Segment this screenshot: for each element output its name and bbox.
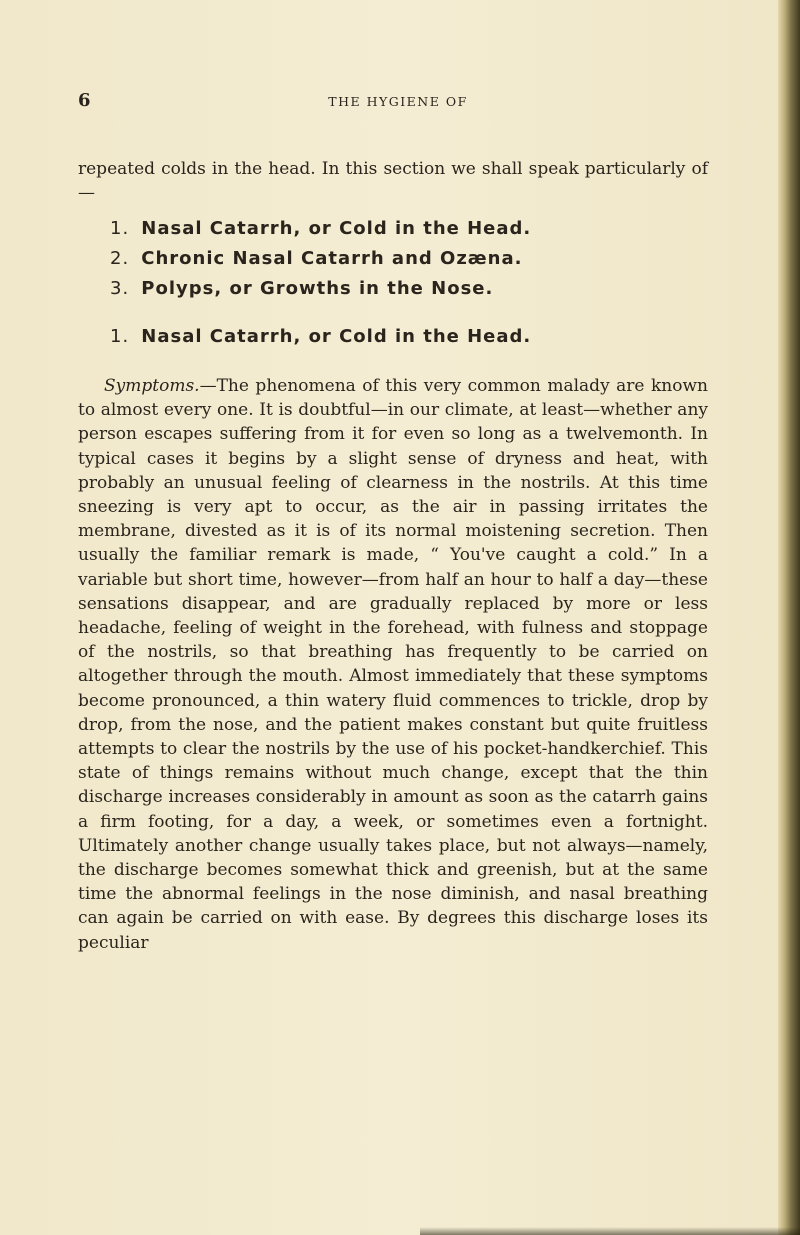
topic-list xyxy=(110,214,690,304)
running-head xyxy=(78,92,718,114)
page-number: 6 xyxy=(78,90,91,111)
topic-label: Polyps, or Growths in the Nose. xyxy=(141,278,494,299)
topic-number: 2. xyxy=(110,248,130,269)
page-bottom-shadow xyxy=(420,1227,800,1235)
topic-item xyxy=(110,214,690,244)
section-number: 1. xyxy=(110,326,130,347)
body-text: —The phenomena of this very common malady are known to almost every one. It is doubtful—in our climate, at least—whether any person escapes suffering from it for even so long as a twelvemonth. In typical cases it begins by a slight sense of dryness and heat, with probably an unusual feeling of clearness in the nostrils. At this time sneezing is very apt to occur, as the air in passing irritates the membrane, divested as it is of its normal moistening secretion. Then usually the familiar remark is made, “ You've caught a cold.” In a variable but short time, however—from half an hour to half a day—these sensations disappear, and are gradually replaced by more or less headache, feeling of weight in the forehead, with fulness and stoppage of the nostrils, so that breathing has frequently to be carried on altogether through the mouth. Almost immediately that these symptoms become pronounced, a thin watery fluid commences to trickle, drop by drop, from the nose, and the patient makes constant but quite fruitless attempts to clear the nostrils by the use of his pocket-handkerchief. This state of things remains without much change, except that the thin discharge increases considerably in amount as soon as the catarrh gains a firm footing, for a day, a week, or sometimes even a fortnight. Ultimately another change usually takes place, but not always—namely, the discharge becomes somewhat thick and greenish, but at the same time the abnormal feelings in the nose diminish, and nasal breathing can again be carried on with ease. By degrees this discharge loses its peculiar xyxy=(78,376,708,953)
symptoms-lead-in: Symptoms. xyxy=(104,376,200,396)
topic-number: 1. xyxy=(110,218,130,239)
running-title: THE HYGIENE OF xyxy=(328,94,468,109)
topic-label: Nasal Catarrh, or Cold in the Head. xyxy=(141,218,532,239)
topic-item xyxy=(110,244,690,274)
section-heading xyxy=(110,326,690,347)
topic-item xyxy=(110,274,690,304)
page-binding-edge xyxy=(778,0,800,1235)
intro-paragraph: repeated colds in the head. In this section we shall speak particularly of— xyxy=(78,159,708,204)
topic-label: Chronic Nasal Catarrh and Ozæna. xyxy=(141,248,523,269)
body-paragraph xyxy=(78,374,708,955)
section-title: Nasal Catarrh, or Cold in the Head. xyxy=(141,326,532,347)
topic-number: 3. xyxy=(110,278,130,299)
